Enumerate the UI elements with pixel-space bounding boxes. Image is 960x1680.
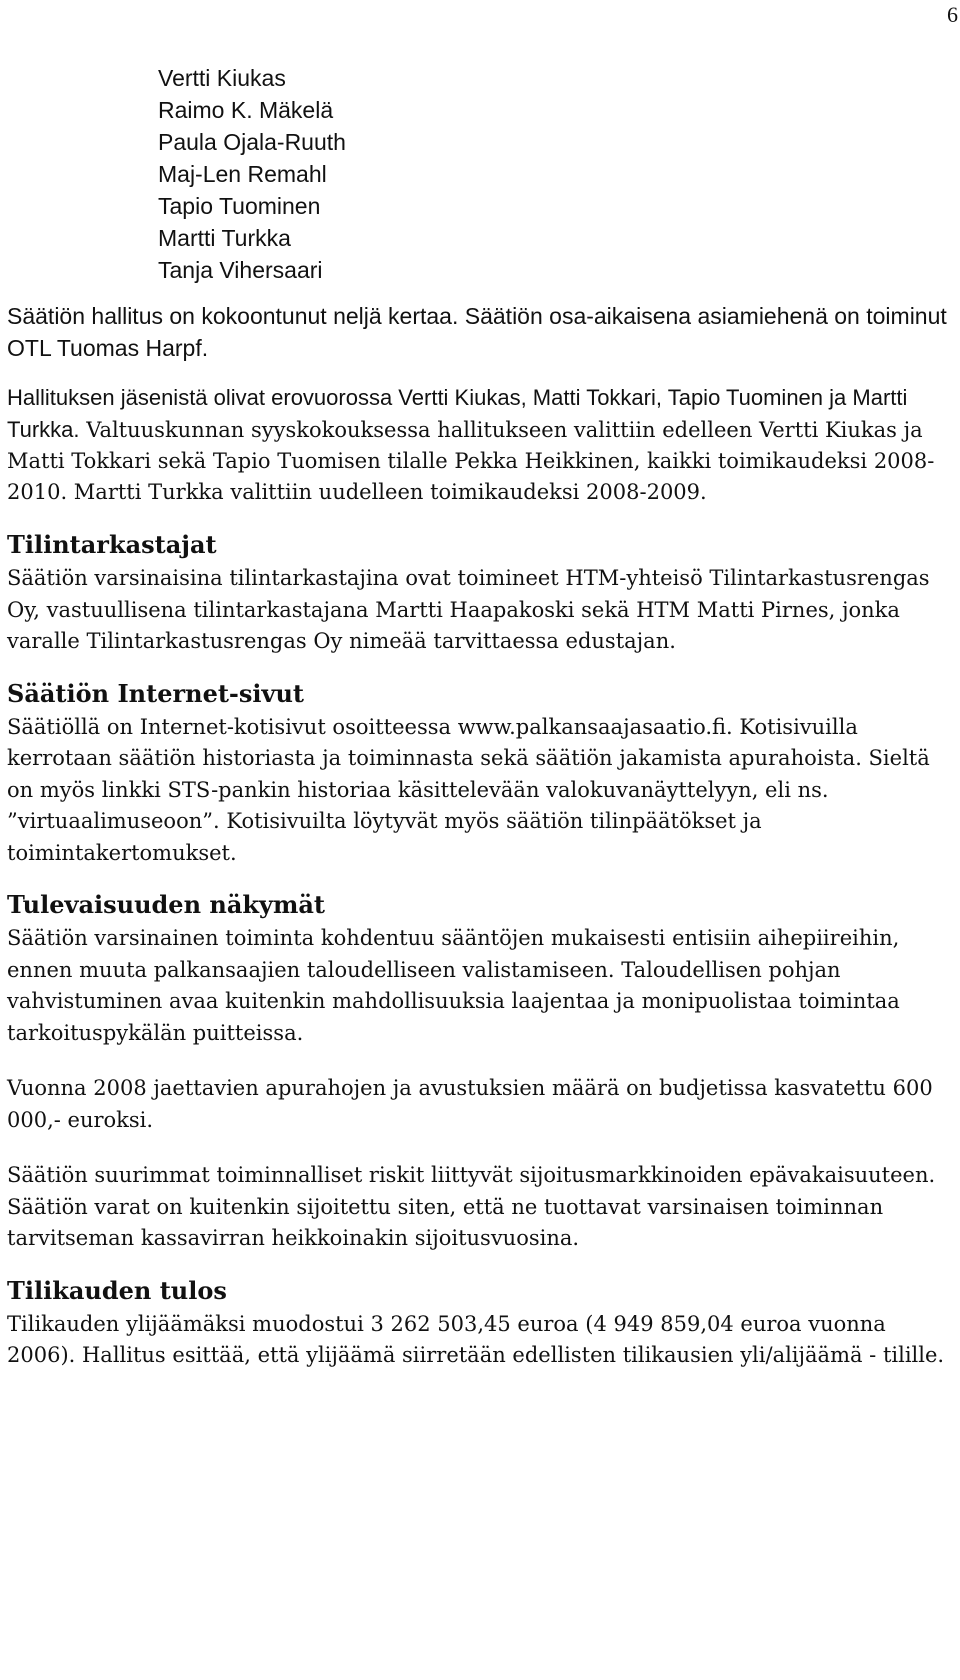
board-member: Paula Ojala-Ruuth: [158, 129, 346, 155]
website-section: [7, 678, 957, 870]
website-heading: Säätiön Internet-sivut: [7, 678, 304, 708]
website-paragraph: Säätiöllä on Internet-kotisivut osoitteessa www.palkansaajasaatio.fi. Kotisivuilla kerrotaan säätiön historiasta ja toiminnasta sekä säätiön jakamista apurahoista. Sieltä on myös linkki STS-pankin historiaa käsittelevään valokuvanäyttelyyn, eli ns. ”virtuaalimuseoon”. Kotisivuilta löytyvät myös säätiön tilinpäätökset ja toimintakertomukset.: [7, 714, 930, 865]
result-heading: Tilikauden tulos: [7, 1275, 227, 1305]
board-member: Tanja Vihersaari: [158, 257, 323, 283]
board-member: Vertti Kiukas: [158, 65, 286, 91]
outlook-paragraph: Säätiön suurimmat toiminnalliset riskit liittyvät sijoitusmarkkinoiden epävakaisuuteen. Säätiön varat on kuitenkin sijoitettu siten, että ne tuottavat varsinaisen toiminnan tarvitseman kassavirran heikkoinakin sijoitusvuosina.: [7, 1163, 936, 1250]
board-member: Maj-Len Remahl: [158, 161, 327, 187]
board-member: Raimo K. Mäkelä: [158, 97, 334, 123]
auditors-paragraph: Säätiön varsinaisina tilintarkastajina ovat toimineet HTM-yhteisö Tilintarkastusrengas Oy, vastuullisena tilintarkastajana Martti Haapakoski sekä HTM Matti Pirnes, jonka varalle Tilintarkastusrengas Oy nimeää tarvittaessa edustajan.: [7, 566, 930, 653]
result-paragraph: Tilikauden ylijäämäksi muodostui 3 262 503,45 euroa (4 949 859,04 euroa vuonna 2006). Hallitus esittää, että ylijäämä siirretään edellisten tilikausien yli/alijäämä - tilille.: [7, 1311, 945, 1367]
auditors-section: [7, 529, 957, 658]
result-section: [7, 1275, 957, 1372]
outlook-paragraph: Vuonna 2008 jaettavien apurahojen ja avustuksien määrä on budjetissa kasvatettu 600 000,- euroksi.: [7, 1076, 933, 1132]
page-number: 6: [947, 2, 958, 27]
board-rotation-paragraph: [7, 382, 957, 508]
outlook-paragraph: Säätiön varsinainen toiminta kohdentuu sääntöjen mukaisesti entisiin aihepiireihin, ennen muuta palkansaajien taloudelliseen valistamiseen. Taloudellisen pohjan vahvistuminen avaa kuitenkin mahdollisuuksia laajentaa ja monipuolistaa toimintaa tarkoituspykälän puitteissa.: [7, 926, 900, 1045]
board-rotation-intro: Hallituksen jäsenistä olivat erovuorossa Vertti Kiukas, Matti Tokkari, Tapio Tuominen ja Martti Turkka.: [7, 385, 908, 442]
board-rotation-details: Valtuuskunnan syyskokouksessa hallitukseen valittiin edelleen Vertti Kiukas ja Matti Tokkari sekä Tapio Tuomisen tilalle Pekka Heikkinen, kaikki toimikaudeksi 2008-2010. Martti Turkka valittiin uudelleen toimikaudeksi 2008-2009.: [7, 418, 935, 504]
board-member: Tapio Tuominen: [158, 193, 321, 219]
outlook-section: [7, 889, 957, 1255]
document-body: [7, 62, 957, 1372]
board-member: Martti Turkka: [158, 225, 291, 251]
auditors-heading: Tilintarkastajat: [7, 530, 217, 559]
board-meetings-paragraph: Säätiön hallitus on kokoontunut neljä kertaa. Säätiön osa-aikaisena asiamiehenä on toiminut OTL Tuomas Harpf.: [7, 303, 947, 361]
board-member-list: [158, 62, 957, 286]
outlook-heading: Tulevaisuuden näkymät: [7, 890, 325, 919]
